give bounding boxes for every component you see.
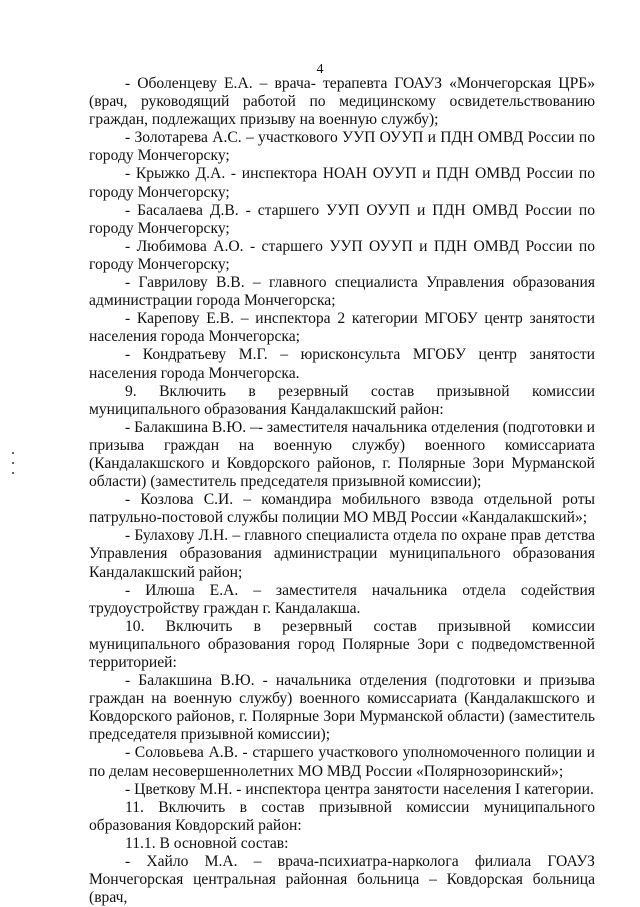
paragraph: - Булахову Л.Н. – главного специалиста отдела по охране прав детства Управления образования администрации муниципального образования Кандалакшский район; <box>89 527 595 581</box>
paragraph: - Соловьева А.В. - старшего участкового уполномоченного полиции и по делам несовершеннолетних МО МВД России «Полярнозоринский»; <box>89 744 595 780</box>
paragraph: - Любимова А.О. - старшего УУП ОУУП и ПДН ОМВД России по городу Мончегорску; <box>89 237 595 273</box>
paragraph: - Кондратьеву М.Г. – юрисконсульта МГОБУ центр занятости населения города Мончегорска. <box>89 346 595 382</box>
paragraph: - Крыжко Д.А. - инспектора НОАН ОУУП и ПДН ОМВД России по городу Мончегорску; <box>89 165 595 201</box>
paragraph: - Илюша Е.А. – заместителя начальника отдела содействия трудоустройству граждан г. Кандалакша. <box>89 581 595 617</box>
page-number: 4 <box>316 62 324 77</box>
margin-mark <box>12 462 14 464</box>
document-text <box>89 75 595 907</box>
paragraph: 11.1. В основной состав: <box>125 834 289 852</box>
margin-mark <box>12 472 14 474</box>
paragraph: - Козлова С.И. – командира мобильного взвода отдельной роты патрульно-постовой службы полиции МО МВД России «Кандалакшский»; <box>89 491 595 527</box>
paragraph: - Балакшина В.Ю. - начальника отделения (подготовки и призыва граждан на военную службу) военного комиссариата (Кандалакшского и Ковдорского районов, г. Полярные Зори Мурманской области) (заместитель председателя призывной комиссии); <box>89 672 595 744</box>
paragraph: 9. Включить в резервный состав призывной комиссии муниципального образования Кандалакшский район: <box>89 382 595 418</box>
paragraph: - Гаврилову В.В. – главного специалиста Управления образования администрации города Мончегорска; <box>89 274 595 310</box>
paragraph: - Цветкову М.Н. - инспектора центра занятости населения I категории. <box>125 780 594 798</box>
paragraph: - Басалаева Д.В. - старшего УУП ОУУП и ПДН ОМВД России по городу Мончегорску; <box>89 201 595 237</box>
paragraph: - Балакшина В.Ю. –- заместителя начальника отделения (подготовки и призыва граждан на военную службу) военного комиссариата (Кандалакшского и Ковдорского районов, г. Полярные Зори Мурманской области) (заместитель председателя призывной комиссии); <box>89 418 595 491</box>
paragraph: - Карепову Е.В. – инспектора 2 категории МГОБУ центр занятости населения города Мончегорска; <box>89 310 595 346</box>
paragraph: 10. Включить в резервный состав призывной комиссии муниципального образования город Полярные Зори с подведомственной территорией: <box>89 617 595 671</box>
paragraph: - Золотарева А.С. – участкового УУП ОУУП и ПДН ОМВД России по городу Мончегорску; <box>89 129 595 165</box>
paragraph: - Оболенцеву Е.А. – врача- терапевта ГОАУЗ «Мончегорская ЦРБ» (врач, руководящий работой по медицинскому освидетельствованию граждан, подлежащих призыву на военную службу); <box>89 75 595 129</box>
paragraph: - Хайло М.А. – врача-психиатра-нарколога филиала ГОАУЗ Мончегорская центральная районная больница – Ковдорская больница (врач, <box>89 853 595 907</box>
margin-mark <box>12 452 14 454</box>
paragraph: 11. Включить в состав призывной комиссии муниципального образования Ковдорский район: <box>89 798 595 834</box>
